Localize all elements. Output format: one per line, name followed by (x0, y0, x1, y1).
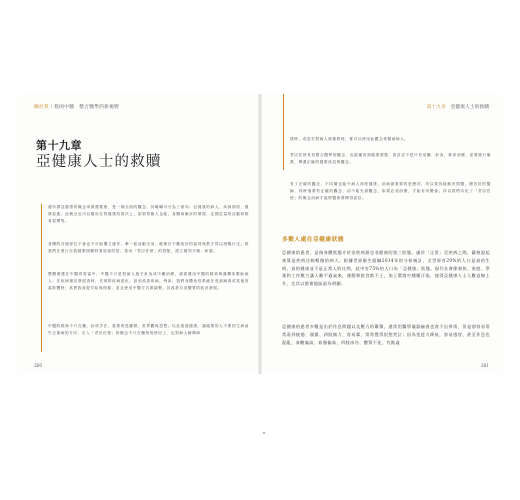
chapter-title: 亞健康人士的救贖 (36, 154, 162, 170)
box-paragraph: 有了正確的觀念，不同層也能令病人深度健康，治病最重要的是療效，所以要找能解決問題，療效好的醫師，同時還要有正確的觀念，卻不能光靠觀念，如果必須治療，才能有所體會。所以我們內化了「君臣佐使」的概念治病才能將醫術發揮得更好。 (290, 182, 491, 201)
highlight-box-left (41, 204, 253, 352)
page-number-left: 260 (34, 363, 42, 368)
box-paragraph: 還所謂亞健康的概念來照護健康，是一個全面的觀念，其範疇可分為三面向：亞健康的病人，疾病預防，健康促進。此概念也可以應用在對健康的看法上，如果每個人也能，身體會漸步的環境，定期定量的活動和飲食習慣等。 (48, 205, 249, 224)
box-paragraph: 中醫的精神不只在藥，針或手法，重要的是藏精，世界觀與思想。以此促進健康，讓健康的人不要因生病而失去重病的方向，走入「君臣佐使」的概念不只在藥物的使用上，也對病人解釋病 (48, 324, 249, 336)
body-paragraph: 亞健康的患者多數是出於作息問題以及壓力的累積，通常用醫學儀器檢查也查不出異常，但是卻容易常常看到疲倦、頭暈、四肢無力、容易累、常常覺得很想哭泣；因為免疫力降低，容易感冒，甚至作息也混亂，血糖偏高，血脂偏高，四肢冰冷、體質不佳，有點虛 (282, 324, 490, 345)
body-paragraph: 亞健康的患者，是指身體狀態介於非疾病源也非健康的第三狀態。處於「正常」至疾病之間，嚴格說起來算是疾病比較輕微的病人。根據世界衛生組織2014年的分析統計，全世界有20%的人口是真的生病，真的健康並不是正常人的比例，此中有75%的人口為「亞健康」狀態。現代社會節奏快、家庭、學業和工作壓力讓人難不過氣來，運動和飲食都不上，加上環境中種種汙染，使得亞健康人士人數直線上升，尤其以都會地區最為明顯。 (282, 250, 490, 287)
right-page (260, 94, 503, 374)
chapter-number: 第十九章 (36, 139, 82, 152)
box-paragraph: 身體的各個部位不會也不可能獨立運作，牽一髮而動全身，就像在不斷改好的協同與教才得以流暢行走。我我們在進行自我健康照顧時要留意的是，善用「君臣佐使」的搭配，建立個別平衡，和諧。 (48, 242, 249, 254)
highlight-box-right (283, 94, 495, 201)
page-number-right: 261 (481, 363, 489, 368)
running-head-chapter-title: 亞健康人士的救贖 (450, 105, 489, 110)
book-spread (17, 94, 503, 374)
running-head-book-title: ⁝ 悠闲中醫 整合醫學的新視野 (50, 105, 120, 110)
box-paragraph: 情時，或是在對病人做衛教時，都可以使用此觀念來幫助病人。 (290, 137, 409, 141)
speck (263, 432, 265, 434)
box-paragraph: 君臣佐使具有整合醫學的觀念，也能應用到健康照護，看診並不是只有用藥、針灸、推拿治療，更要進行衛教，傳遞正確的健康訊息與觀念。 (290, 153, 491, 165)
running-head-chapter: 第十九章 (426, 105, 446, 110)
running-head-section: 關於我 (34, 105, 51, 110)
left-page (17, 94, 260, 374)
running-head-left (34, 103, 119, 110)
box-paragraph: 整體照護在中醫的管當中，中醫不只是對病人施予針灸或中藥治療，還需運用中醫的精神與運轉來幫助病人；在疾病還沒發展查時，先預防疾病惡化，甚至改善疾病。例如，我們身體免疫系統在受到病毒或其他因素影響時，其實我會提早給與保健，並且使用中醫方式做調整，其改善自身體質的狀況發展。 (48, 272, 249, 291)
section-heading: 多數人處在亞健康狀態 (282, 237, 344, 243)
